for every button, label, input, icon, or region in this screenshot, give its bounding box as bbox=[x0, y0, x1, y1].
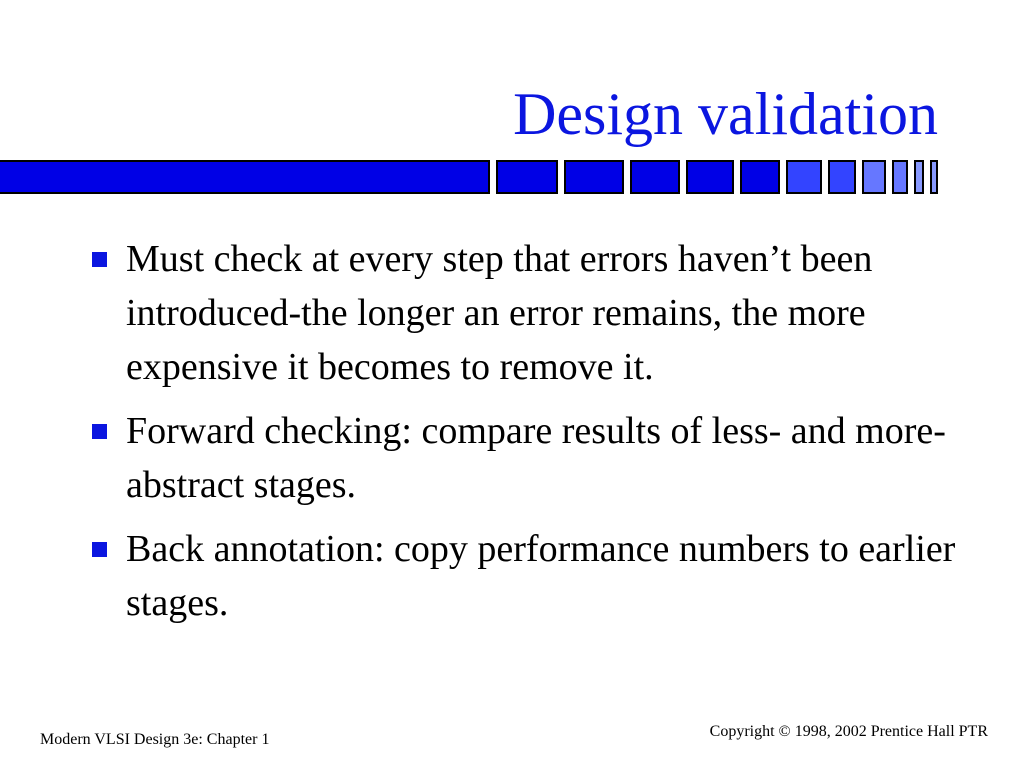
decorative-bar-block bbox=[930, 160, 938, 194]
bullet-text: Back annotation: copy performance numbers to earlier stages. bbox=[126, 528, 956, 624]
square-bullet-icon bbox=[92, 424, 107, 439]
decorative-bar-block bbox=[892, 160, 908, 194]
bullet-item bbox=[92, 404, 962, 512]
decorative-bar-strip bbox=[0, 160, 1024, 196]
square-bullet-icon bbox=[92, 252, 107, 267]
footer-copyright: Copyright © 1998, 2002 Prentice Hall PTR bbox=[709, 723, 988, 740]
square-bullet-icon bbox=[92, 542, 107, 557]
bullet-item bbox=[92, 522, 962, 630]
footer-chapter-label: Modern VLSI Design 3e: Chapter 1 bbox=[40, 731, 270, 748]
decorative-bar-block bbox=[496, 160, 558, 194]
decorative-bar-block bbox=[630, 160, 680, 194]
bullet-text: Must check at every step that errors haven’t been introduced-the longer an error remains, the more expensive it becomes to remove it. bbox=[126, 238, 873, 388]
slide-title: Design validation bbox=[513, 81, 938, 147]
decorative-bar-long bbox=[0, 160, 490, 194]
decorative-bar-block bbox=[564, 160, 624, 194]
bullet-text: Forward checking: compare results of less- and more-abstract stages. bbox=[126, 410, 946, 506]
decorative-bar-block bbox=[740, 160, 780, 194]
decorative-bar-block bbox=[786, 160, 822, 194]
decorative-bar-block bbox=[686, 160, 734, 194]
decorative-bar-block bbox=[862, 160, 886, 194]
decorative-bar-block bbox=[828, 160, 856, 194]
decorative-bar-block bbox=[914, 160, 924, 194]
bullet-list bbox=[92, 232, 962, 640]
bullet-item bbox=[92, 232, 962, 394]
